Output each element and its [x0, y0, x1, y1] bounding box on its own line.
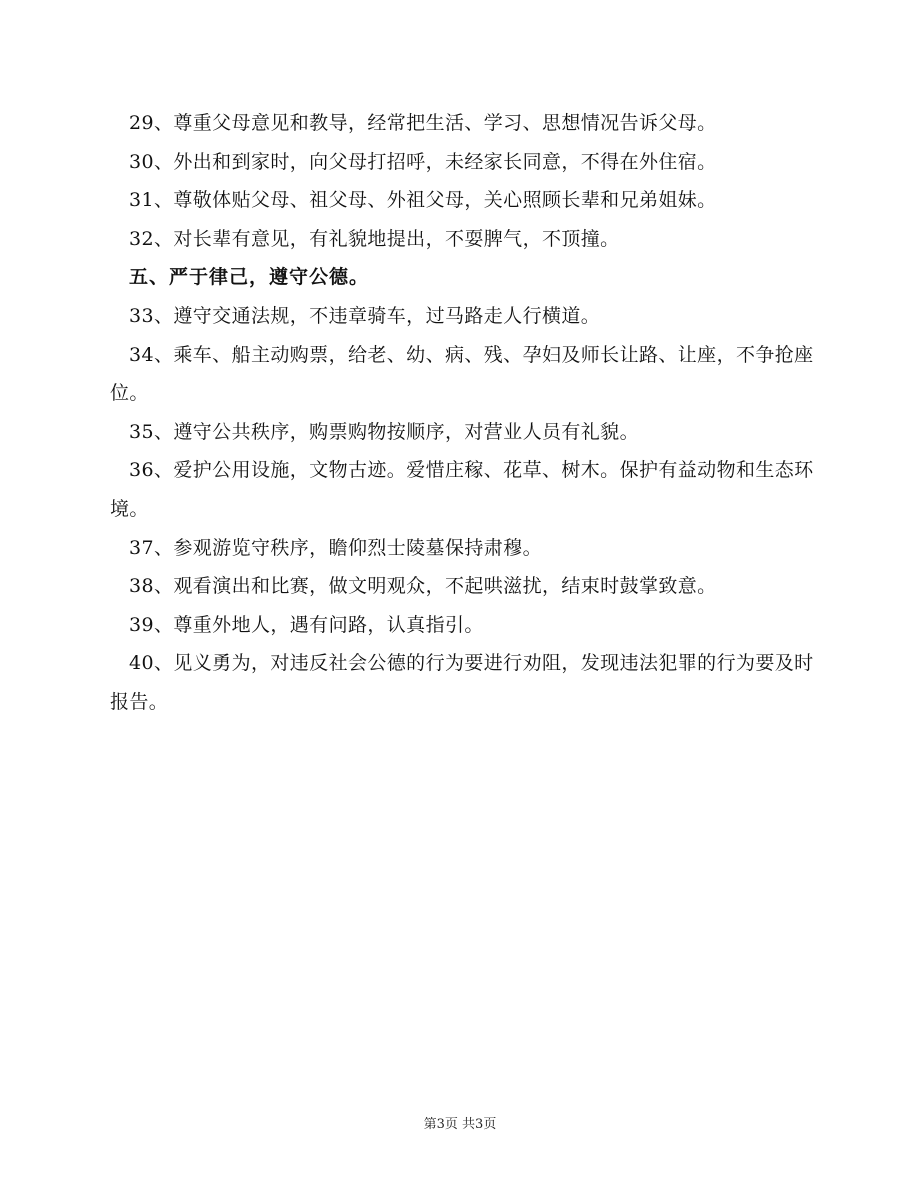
paragraph-36: 36、爱护公用设施，文物古迹。爱惜庄稼、花草、树木。保护有益动物和生态环境。 — [110, 459, 814, 520]
paragraph-39: 39、尊重外地人，遇有问路，认真指引。 — [129, 613, 484, 636]
paragraph-29: 29、尊重父母意见和教导，经常把生活、学习、思想情况告诉父母。 — [129, 112, 717, 134]
paragraph-38: 38、观看演出和比赛，做文明观众，不起哄滋扰，结束时鼓掌致意。 — [129, 575, 717, 598]
paragraph-40: 40、见义勇为，对违反社会公德的行为要进行劝阻，发现违法犯罪的行为要及时报告。 — [110, 652, 814, 713]
document-body — [110, 104, 822, 722]
paragraph-37: 37、参观游览守秩序，瞻仰烈士陵墓保持肃穆。 — [129, 536, 542, 559]
page-footer — [0, 1113, 920, 1132]
paragraph-32: 32、对长辈有意见，有礼貌地提出，不耍脾气，不顶撞。 — [129, 227, 620, 250]
paragraph-33: 33、遵守交通法规，不违章骑车，过马路走人行横道。 — [129, 304, 601, 327]
paragraph-31: 31、尊敬体贴父母、祖父母、外祖父母，关心照顾长辈和兄弟姐妹。 — [129, 189, 717, 212]
paragraph-34: 34、乘车、船主动购票，给老、幼、病、残、孕妇及师长让路、让座，不争抢座位。 — [110, 343, 814, 405]
paragraph-30: 30、外出和到家时，向父母打招呼，未经家长同意，不得在外住宿。 — [129, 150, 717, 173]
section-heading-5: 五、严于律己，遵守公德。 — [129, 266, 370, 289]
paragraph-35: 35、遵守公共秩序，购票购物按顺序，对营业人员有礼貌。 — [129, 420, 639, 443]
page-number: 第3页 共3页 — [423, 1117, 497, 1132]
